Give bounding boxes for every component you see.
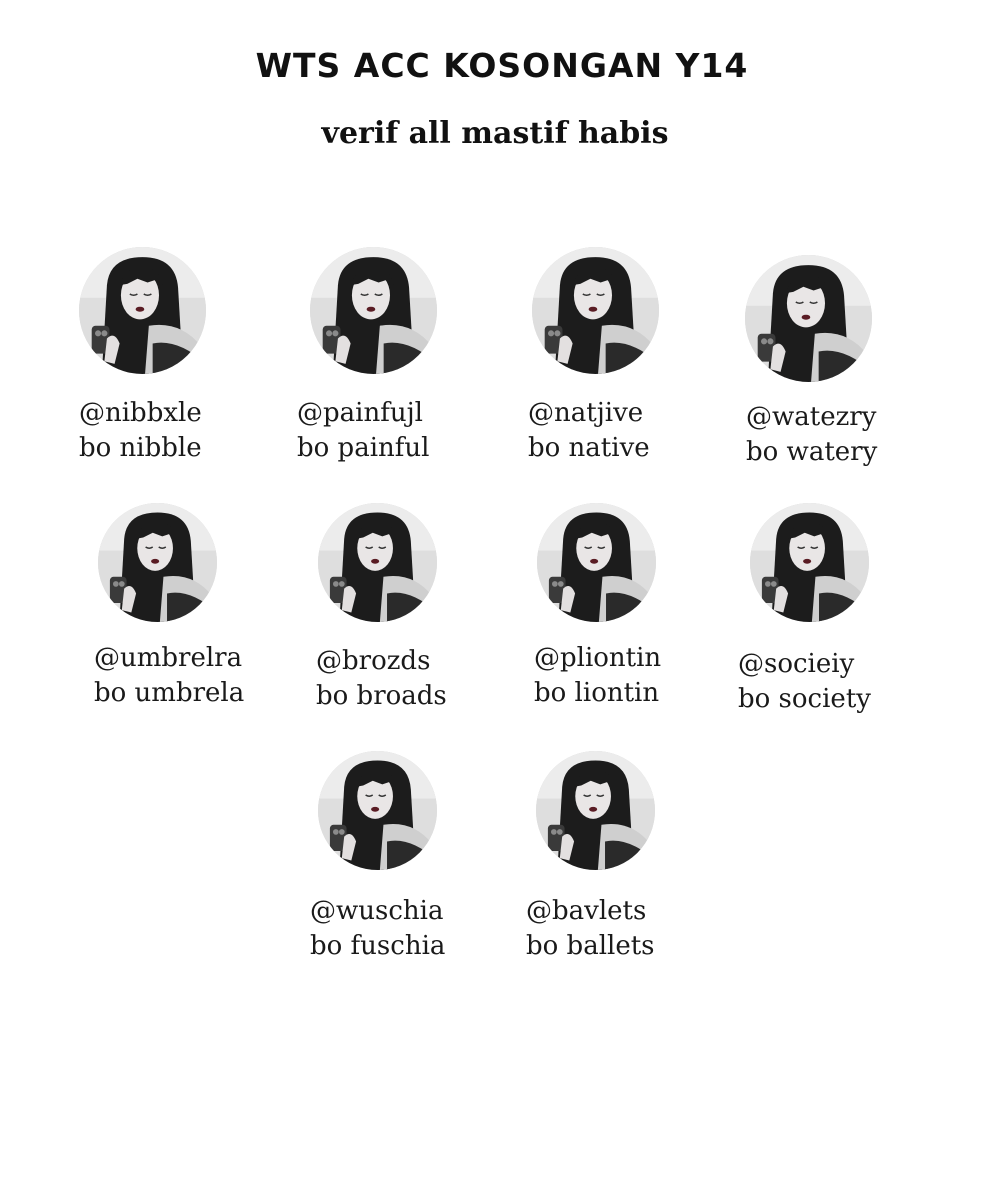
account-handle: @pliontin xyxy=(534,643,662,673)
profile-photo-icon xyxy=(532,247,659,374)
profile-photo-icon xyxy=(536,751,655,870)
account-handle: @umbrelra xyxy=(94,643,243,673)
profile-photo-icon xyxy=(745,255,872,382)
avatar xyxy=(536,751,655,870)
avatar xyxy=(537,503,656,622)
account-label xyxy=(310,894,445,964)
account-handle: @natjive xyxy=(528,398,644,428)
account-label xyxy=(528,396,650,466)
avatar xyxy=(750,503,869,622)
account-bo: bo painful xyxy=(297,433,430,463)
account-label xyxy=(746,400,877,470)
avatar xyxy=(318,503,437,622)
avatar xyxy=(532,247,659,374)
profile-photo-icon xyxy=(318,751,437,870)
account-handle: @painfujl xyxy=(297,398,423,428)
account-label xyxy=(297,396,429,466)
page-title: WTS ACC KOSONGAN Y14 xyxy=(255,46,749,85)
account-bo: bo fuschia xyxy=(310,931,446,961)
account-bo: bo watery xyxy=(746,437,878,467)
account-handle: @brozds xyxy=(316,646,431,676)
avatar xyxy=(98,503,217,622)
account-handle: @nibbxle xyxy=(79,398,202,428)
account-handle: @watezry xyxy=(746,402,877,432)
avatar xyxy=(745,255,872,382)
account-label xyxy=(526,894,655,964)
profile-photo-icon xyxy=(98,503,217,622)
avatar xyxy=(79,247,206,374)
account-label xyxy=(738,647,871,717)
profile-photo-icon xyxy=(318,503,437,622)
account-label xyxy=(316,644,447,714)
profile-photo-icon xyxy=(79,247,206,374)
account-handle: @wuschia xyxy=(310,896,444,926)
profile-photo-icon xyxy=(750,503,869,622)
account-bo: bo ballets xyxy=(526,931,655,961)
account-bo: bo broads xyxy=(316,681,447,711)
page-subtitle: verif all mastif habis xyxy=(321,116,669,151)
avatar xyxy=(318,751,437,870)
account-label xyxy=(534,641,661,711)
profile-photo-icon xyxy=(310,247,437,374)
account-bo: bo nibble xyxy=(79,433,202,463)
account-bo: bo liontin xyxy=(534,678,660,708)
account-bo: bo umbrela xyxy=(94,678,245,708)
profile-photo-icon xyxy=(537,503,656,622)
account-label xyxy=(79,396,202,466)
account-bo: bo society xyxy=(738,684,871,714)
account-handle: @bavlets xyxy=(526,896,647,926)
account-label xyxy=(94,641,244,711)
account-handle: @socieiy xyxy=(738,649,855,679)
account-bo: bo native xyxy=(528,433,650,463)
avatar xyxy=(310,247,437,374)
